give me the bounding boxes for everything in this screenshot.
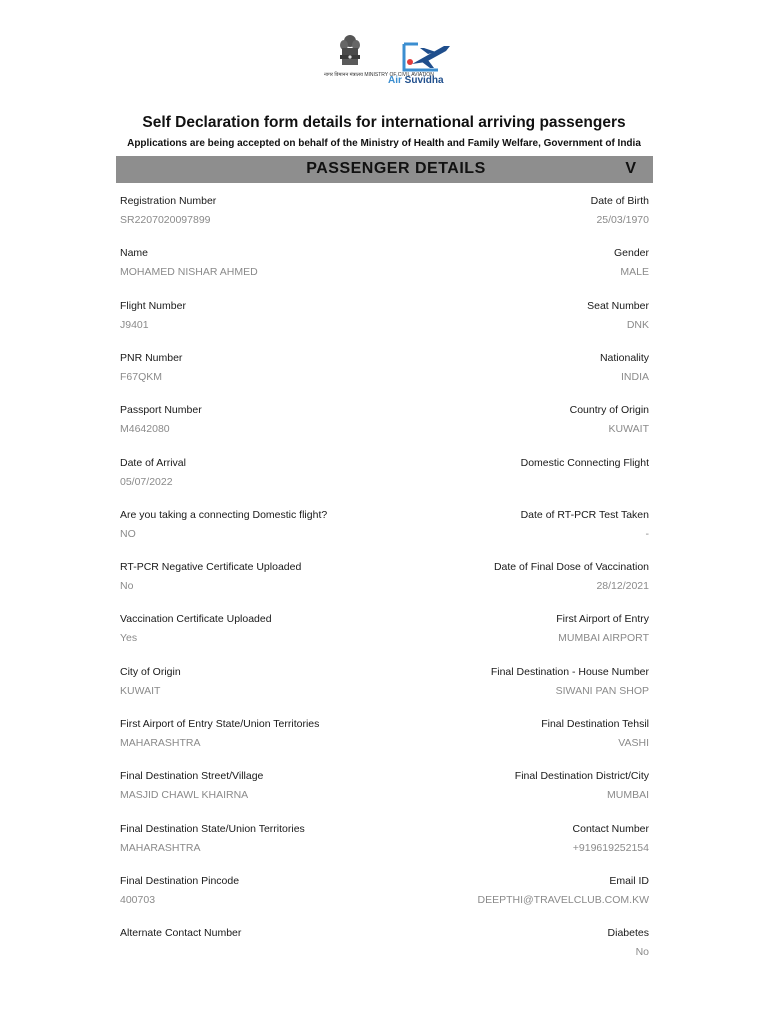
field-label: Domestic Connecting Flight [520, 456, 649, 469]
field-value: MUMBAI [607, 789, 649, 802]
field-value: MUMBAI AIRPORT [558, 632, 649, 645]
field-right [349, 613, 649, 645]
field-label: Passport Number [120, 404, 202, 417]
field-value: F67QKM [120, 370, 163, 383]
lion-capital-icon [335, 34, 365, 68]
field-right [349, 457, 649, 489]
field-value: DEEPTHI@TRAVELCLUB.COM.KW [477, 893, 649, 906]
field-label: Seat Number [587, 299, 649, 312]
field-label: Final Destination Pincode [120, 874, 240, 887]
field-right [349, 404, 649, 436]
field-value: SIWANI PAN SHOP [555, 684, 649, 697]
field-value: MOHAMED NISHAR AHMED [120, 266, 258, 279]
field-right [349, 770, 649, 802]
field-value [349, 476, 649, 489]
field-right [349, 927, 649, 959]
field-value: 400703 [120, 893, 156, 906]
field-label: Flight Number [120, 299, 186, 312]
field-value: No [635, 946, 649, 959]
field-value: No [120, 580, 134, 593]
page-title: Self Declaration form details for international arriving passengers [142, 114, 626, 131]
field-label: First Airport of Entry State/Union Territories [120, 718, 320, 730]
field-right [349, 718, 649, 750]
field-label: Final Destination Street/Village [120, 770, 264, 783]
field-label: Diabetes [607, 927, 649, 940]
field-right [349, 195, 649, 227]
field-value: KUWAIT [608, 423, 649, 436]
field-right [349, 823, 649, 855]
field-label: Final Destination District/City [514, 770, 649, 783]
ministry-caption: नागर विमानन मंत्रालय MINISTRY OF CIVIL AVIATION [324, 72, 434, 78]
field-label: Are you taking a connecting Domestic flight? [120, 508, 328, 521]
passenger-details-header[interactable] [116, 156, 653, 183]
field-right [349, 300, 649, 332]
field-label: Nationality [599, 351, 649, 364]
field-value: KUWAIT [120, 684, 161, 697]
field-value: MASJID CHAWL KHAIRNA [120, 789, 249, 802]
field-right [349, 875, 649, 907]
field-label: Vaccination Certificate Uploaded [120, 613, 272, 626]
section-title: PASSENGER DETAILS [306, 160, 486, 177]
field-value: SR2207020097899 [120, 214, 211, 226]
page-subtitle: Applications are being accepted on behalf of the Ministry of Health and Family Welfare, Government of India [127, 138, 641, 149]
field-label: Date of Arrival [120, 456, 186, 469]
field-value: +919619252154 [572, 841, 649, 854]
field-label: Name [120, 247, 149, 260]
field-value: DNK [626, 318, 649, 331]
field-value: INDIA [620, 370, 649, 383]
field-value: 05/07/2022 [120, 475, 173, 488]
field-label: Date of Birth [590, 195, 649, 207]
header-logos [0, 34, 768, 88]
field-label: Gender [613, 247, 649, 260]
field-right [349, 352, 649, 384]
field-right [349, 561, 649, 593]
field-value: 25/03/1970 [596, 214, 649, 226]
field-label: Email ID [609, 874, 649, 887]
field-value: - [645, 527, 649, 540]
field-label: Alternate Contact Number [120, 927, 242, 940]
field-value: M4642080 [120, 423, 170, 436]
field-right [349, 666, 649, 698]
field-value: NO [120, 527, 136, 540]
field-label: RT-PCR Negative Certificate Uploaded [120, 561, 302, 574]
field-label: Date of Final Dose of Vaccination [493, 561, 649, 574]
field-label: Date of RT-PCR Test Taken [520, 508, 649, 521]
field-value: VASHI [618, 737, 649, 749]
air-suvidha-wordmark: Air Suvidha [388, 75, 444, 86]
field-value: Yes [120, 632, 138, 645]
field-label: Contact Number [572, 822, 649, 835]
field-value: MALE [620, 266, 649, 279]
field-label: First Airport of Entry [556, 613, 649, 626]
field-value: 28/12/2021 [596, 580, 649, 593]
field-label: Final Destination - House Number [490, 665, 649, 678]
airplane-icon [398, 38, 454, 74]
field-label: Registration Number [120, 195, 217, 207]
field-value: MAHARASHTRA [120, 737, 201, 749]
field-label: PNR Number [120, 351, 183, 364]
section-toggle[interactable]: V [625, 160, 636, 177]
field-value: J9401 [120, 318, 149, 331]
air-suvidha-logo [386, 38, 450, 88]
field-label: Final Destination State/Union Territories [120, 822, 305, 835]
field-right [349, 247, 649, 279]
field-label: Country of Origin [569, 404, 649, 417]
field-right [349, 509, 649, 541]
field-label: City of Origin [120, 665, 181, 678]
field-value: MAHARASHTRA [120, 841, 201, 854]
field-label: Final Destination Tehsil [541, 718, 649, 730]
